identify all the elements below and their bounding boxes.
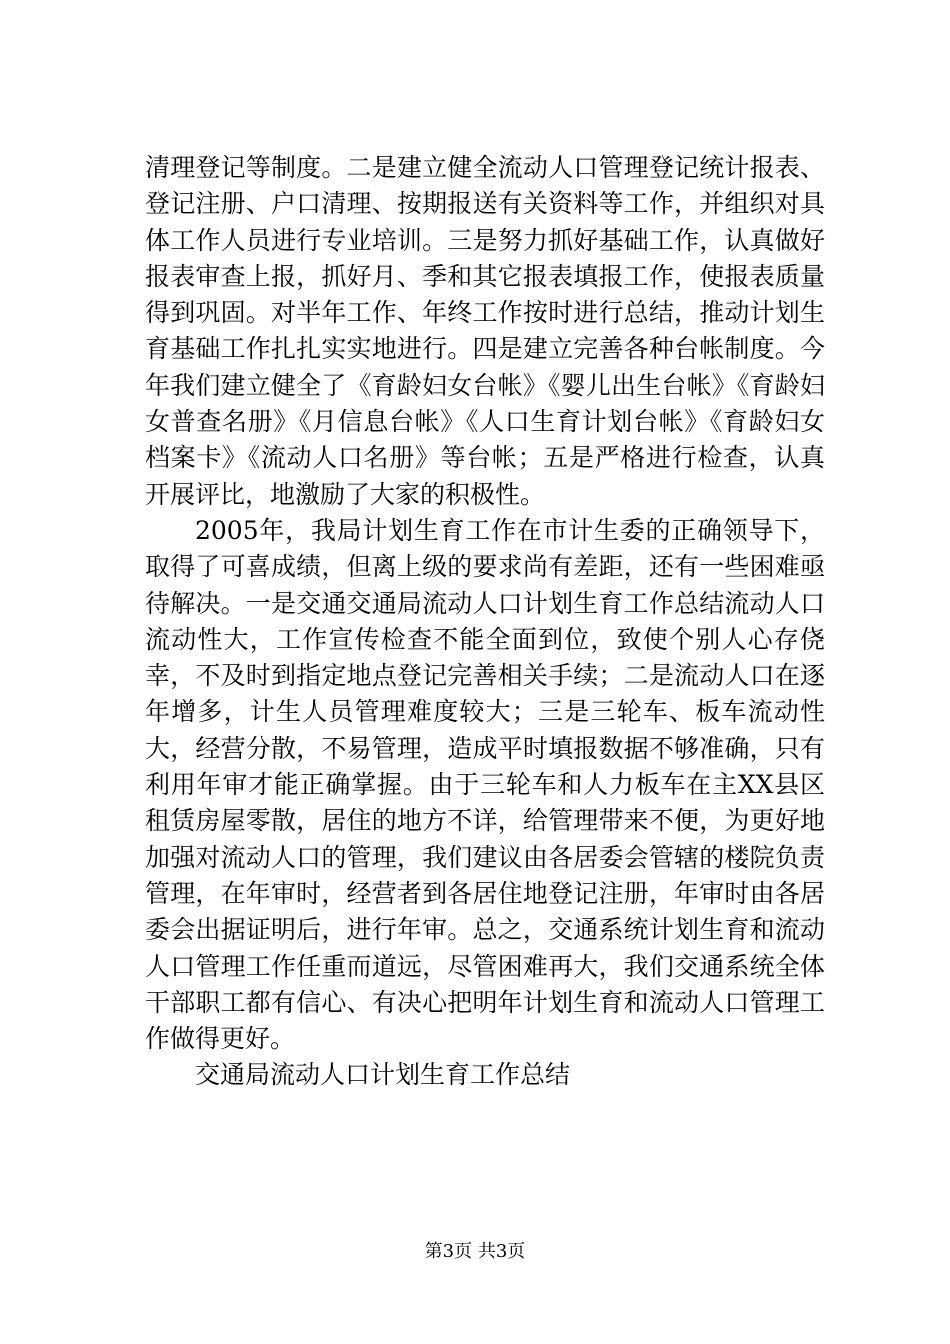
document-title-line: 交通局流动人口计划生育工作总结 <box>195 1060 571 1090</box>
paragraph-continuation: 清理登记等制度。二是建立健全流动人口管理登记统计报表、登记注册、户口清理、按期报送有关资料等工作，并组织对具体工作人员进行专业培训。三是努力抓好基础工作，认真做好报表审查上报，抓好月、季和其它报表填报工作，使报表质量得到巩固。对半年工作、年终工作按时进行总结，推动计划生育基础工作扎扎实实地进行。四是建立完善各种台帐制度。今年我们建立健全了《育龄妇女台帐》《婴儿出生台帐》《育龄妇女普查名册》《月信息台帐》《人口生育计划台帐》《育龄妇女档案卡》《流动人口名册》等台帐；五是严格进行检查，认真开展评比，地激励了大家的积极性。 <box>145 153 825 509</box>
page-number-footer: 第3页 共3页 <box>424 1241 526 1262</box>
document-body <box>145 150 825 1094</box>
paragraph-summary-2005: 2005年，我局计划生育工作在市计生委的正确领导下，取得了可喜成绩，但离上级的要求尚有差距，还有一些困难亟待解决。一是交通交通局流动人口计划生育工作总结流动人口流动性大，工作宣传检查不能全面到位，致使个别人心存侥幸，不及时到指定地点登记完善相关手续；二是流动人口在逐年增多，计生人员管理难度较大；三是三轮车、板车流动性大，经营分散，不易管理，造成平时填报数据不够准确，只有利用年审才能正确掌握。由于三轮车和人力板车在主XX县区租赁房屋零散，居住的地方不详，给管理带来不便，为更好地加强对流动人口的管理，我们建议由各居委会管辖的楼院负责管理，在年审时，经营者到各居住地登记注册，年审时由各居委会出据证明后，进行年审。总之，交通系统计划生育和流动人口管理工作任重而道远，尽管困难再大，我们交通系统全体干部职工都有信心、有决心把明年计划生育和流动人口管理工作做得更好。 <box>145 515 825 1054</box>
